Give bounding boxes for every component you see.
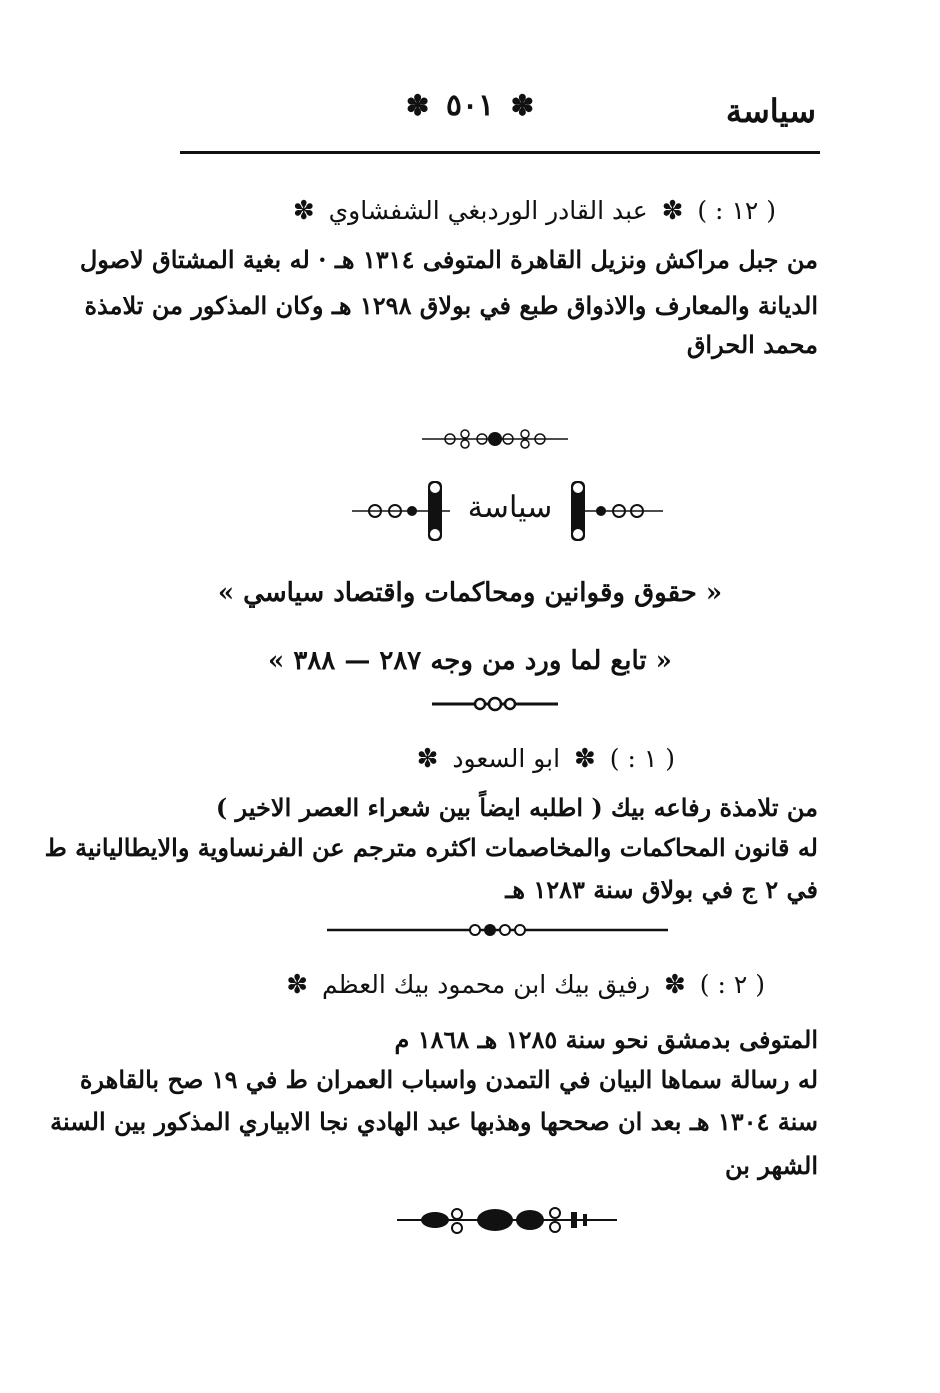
entry-1-line-3: في ٢ ج في بولاق سنة ١٢٨٣ هـ <box>505 875 818 904</box>
page-number-block <box>0 88 940 123</box>
entry-author-name: ابو السعود <box>452 744 561 773</box>
star-flower-icon: ✽ <box>286 970 309 1000</box>
entry-number: ( ٢ : ) <box>699 970 765 999</box>
star-flower-icon: ✽ <box>405 89 430 122</box>
arabesque-ornament-right <box>565 476 665 546</box>
page-number: ٥٠١ <box>445 88 495 123</box>
entry-author-name: رفيق بيك ابن محمود بيك العظم <box>322 970 651 999</box>
chain-divider-ornament <box>430 696 560 712</box>
star-flower-icon: ✽ <box>292 196 315 226</box>
tail-arabesque-ornament <box>395 1202 620 1238</box>
entry-12-line-2: الديانة والمعارف والاذواق طبع في بولاق ١٢٩٨ هـ وكان المذكور من تلامذة <box>84 291 818 320</box>
entry-author-name: عبد القادر الوردبغي الشفشاوي <box>328 196 648 225</box>
entry-1-heading <box>411 744 675 774</box>
entry-12-line-3: محمد الحراق <box>686 330 818 359</box>
vine-divider-ornament <box>420 424 570 454</box>
entry-12-line-1: من جبل مراكش ونزيل القاهرة المتوفى ١٣١٤ هـ · له بغية المشتاق لاصول <box>79 245 818 274</box>
entry-1-line-2: له قانون المحاكمات والمخاصمات اكثره مترجم عن الفرنساوية والايطاليانية ط <box>44 833 818 862</box>
header-rule <box>180 151 820 154</box>
entry-2-heading <box>280 970 765 1000</box>
rule-divider-ornament <box>325 922 670 938</box>
section-subtitle: « حقوق وقوانين ومحاكمات واقتصاد سياسي » <box>217 578 723 608</box>
running-header-title: سياسة <box>725 92 816 130</box>
entry-2-line-4: الشهر بن <box>725 1151 818 1180</box>
star-flower-icon: ✽ <box>416 744 439 774</box>
section-heading-block <box>0 476 940 546</box>
entry-1-line-1: من تلامذة رفاعه بيك ( اطلبه ايضاً بين شعراء العصر الاخير ) <box>215 793 818 822</box>
entry-2-line-1: المتوفى بدمشق نحو سنة ١٢٨٥ هـ ١٨٦٨ م <box>394 1025 818 1054</box>
entry-12-heading <box>287 196 776 226</box>
star-flower-icon: ✽ <box>664 970 686 1000</box>
arabesque-ornament-left <box>350 476 460 546</box>
entry-2-line-2: له رسالة سماها البيان في التمدن واسباب العمران ط في ١٩ صح بالقاهرة <box>79 1065 818 1094</box>
entry-number: ( ١ : ) <box>609 744 675 773</box>
section-continued-note: « تابع لما ورد من وجه ٢٨٧ — ٣٨٨ » <box>268 646 672 676</box>
star-flower-icon: ✽ <box>661 196 684 226</box>
section-title: سياسة <box>467 490 553 525</box>
star-flower-icon: ✽ <box>574 744 596 774</box>
entry-number: ( ١٢ : ) <box>697 196 776 225</box>
star-flower-icon: ✽ <box>510 89 535 122</box>
entry-2-line-3: سنة ١٣٠٤ هـ بعد ان صححها وهذبها عبد الهادي نجا الابياري المذكور بين السنة <box>50 1107 818 1136</box>
